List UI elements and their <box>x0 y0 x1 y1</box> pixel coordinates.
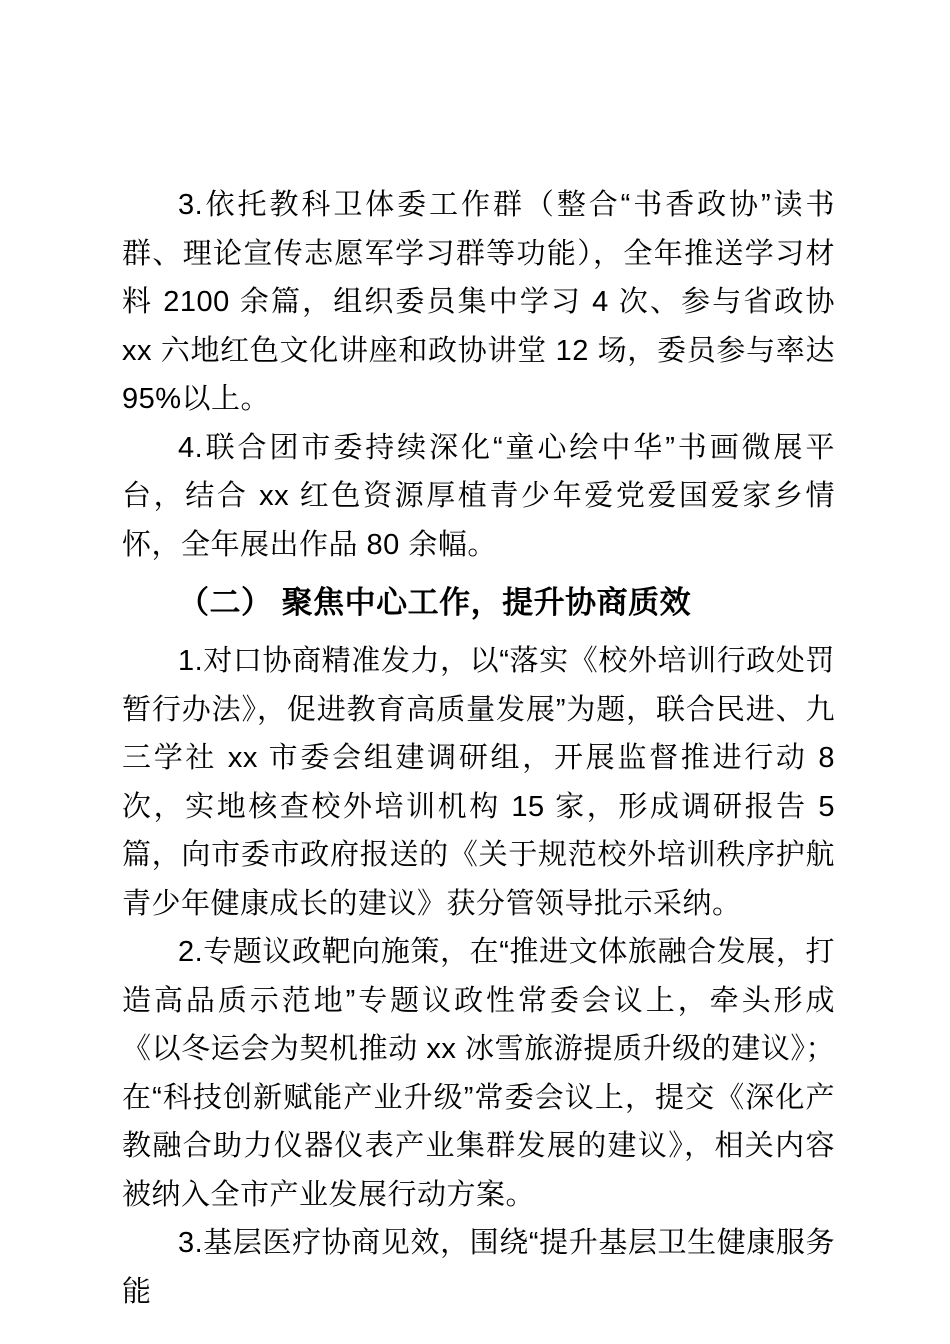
body-paragraph: 2.专题议政靶向施策，在“推进文体旅融合发展，打造高品质示范地”专题议政性常委会议上，牵头形成《以冬运会为契机推动 xx 冰雪旅游提质升级的建议》；在“科技创新赋能产业升级”常委会议上，提交《深化产教融合助力仪器仪表产业集群发展的建议》，相关内容被纳入全市产业发展行动方案。 <box>122 936 835 1211</box>
document-content <box>122 181 835 1316</box>
body-paragraph: 3.依托教科卫体委工作群（整合“书香政协”读书群、理论宣传志愿军学习群等功能），全年推送学习材料 2100 余篇，组织委员集中学习 4 次、参与省政协 xx 六地红色文化讲座和政协讲堂 12 场，委员参与率达 95%以上。 <box>122 189 835 415</box>
section-heading: （二） 聚焦中心工作，提升协商质效 <box>178 585 692 620</box>
body-paragraph: 3.基层医疗协商见效，围绕“提升基层卫生健康服务能 <box>122 1227 835 1308</box>
body-paragraph: 4.联合团市委持续深化“童心绘中华”书画微展平台，结合 xx 红色资源厚植青少年爱党爱国爱家乡情怀，全年展出作品 80 余幅。 <box>122 431 835 561</box>
body-paragraph: 1.对口协商精准发力，以“落实《校外培训行政处罚暂行办法》，促进教育高质量发展”为题，联合民进、九三学社 xx 市委会组建调研组，开展监督推进行动 8 次，实地核查校外培训机构 15 家，形成调研报告 5 篇，向市委市政府报送的《关于规范校外培训秩序护航青少年健康成长的建议》获分管领导批示采纳。 <box>122 645 835 920</box>
